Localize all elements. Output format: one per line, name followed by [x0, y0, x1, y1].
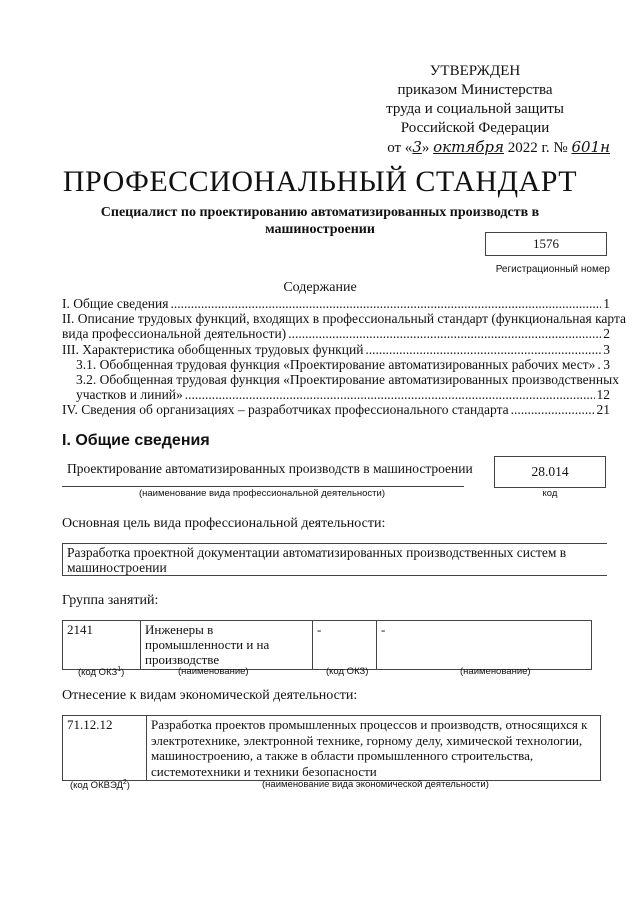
goal-text: Разработка проектной документации автоматизированных производственных систем в машиностроении [67, 545, 567, 575]
toc-entry[interactable]: вида профессиональной деятельности) ..... 2 [62, 326, 610, 341]
registration-number: 1576 [485, 232, 607, 256]
okved-name-caption: (наименование вида экономической деятельности) [262, 779, 489, 790]
okz-code-caption: (код ОКЗ$^1$) [78, 666, 125, 679]
toc-entry-line[interactable]: 3.2. Обобщенная трудовая функция «Проектирование автоматизированных производственных [76, 372, 619, 388]
approval-line-4: Российской Федерации [400, 120, 550, 136]
order-day: 3 [412, 138, 422, 156]
registration-label: Регистрационный номер [495, 264, 610, 275]
toc-entry-line[interactable]: II. Описание трудовых функций, входящих в профессиональный стандарт (функциональная карта [62, 311, 627, 327]
activity-name: Проектирование автоматизированных производств в машиностроении [67, 461, 473, 476]
toc-entry[interactable]: участков и линий» ..... 12 [62, 387, 610, 402]
okved-label: Отнесение к видам экономической деятельности: [62, 688, 358, 703]
occupation-group-table [62, 620, 592, 670]
approval-line-2: приказом Министерства [397, 82, 553, 98]
okz-code-1: 2141 [63, 621, 141, 670]
okz-name-caption: (наименование) [178, 666, 249, 677]
section-title: I. Общие сведения [62, 432, 210, 449]
activity-caption: (наименование вида профессиональной деятельности) [138, 488, 386, 499]
group-label: Группа занятий: [62, 593, 159, 608]
okved-name: Разработка проектов промышленных процессов и производств, относящихся к электротехнике, электронной технике, горному делу, химической технологии, машиностроению, а также в области промышленного строительства, системотехники и техники безопасности [147, 716, 601, 781]
okved-code: 71.12.12 [63, 716, 147, 781]
table-of-contents [62, 296, 627, 418]
okz-name-2: - [377, 621, 592, 670]
table-row [63, 621, 592, 670]
page-title: ПРОФЕССИОНАЛЬНЫЙ СТАНДАРТ [62, 165, 578, 198]
table-row [63, 716, 601, 781]
page-subtitle: Специалист по проектированию автоматизированных производств в машиностроении [100, 205, 540, 237]
okz-name2-caption: (наименование) [460, 666, 531, 677]
goal-label: Основная цель вида профессиональной деятельности: [62, 516, 386, 531]
divider [62, 486, 464, 487]
toc-heading: Содержание [283, 280, 357, 295]
code-caption: код [542, 488, 558, 499]
okz-name-1: Инженеры в промышленности и на производстве [141, 621, 313, 670]
activity-code: 28.014 [494, 456, 606, 488]
order-year: 2022 г. № [507, 140, 568, 156]
approval-title: УТВЕРЖДЕН [429, 63, 521, 79]
okved-code-caption: (код ОКВЭД$^2$) [70, 779, 130, 792]
toc-entry[interactable]: IV. Сведения об организациях – разработчиках профессионального стандарта ..... 21 [62, 402, 610, 417]
order-line: от «3» октября 2022 г. № 601н [387, 138, 610, 156]
okz-code2-caption: (код ОКЗ) [326, 666, 369, 677]
toc-entry[interactable]: 3.1. Обобщенная трудовая функция «Проектирование автоматизированных рабочих мест» ..... 3 [62, 357, 610, 372]
okved-table [62, 715, 601, 781]
order-month: октября [433, 138, 504, 156]
order-number: 601н [571, 138, 610, 156]
toc-entry[interactable]: I. Общие сведения ..... 1 [62, 296, 610, 311]
toc-entry[interactable]: III. Характеристика обобщенных трудовых функций ..... 3 [62, 342, 610, 357]
approval-line-3: труда и социальной защиты [386, 101, 564, 117]
approval-block [340, 62, 610, 158]
okz-code-2: - [313, 621, 377, 670]
